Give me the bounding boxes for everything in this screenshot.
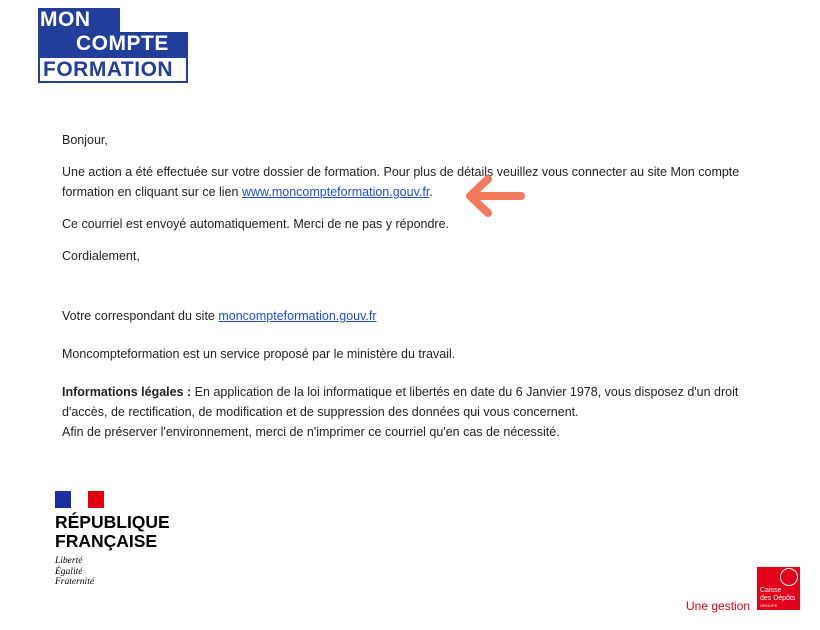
- email-body: [62, 130, 777, 454]
- motto: [55, 556, 170, 588]
- text: Une action a été effectuée sur votre dossier de formation. Pour plus de détails veuillez vous connecter au site Mon compte formation en cliquant sur ce lien: [62, 165, 740, 199]
- cdc-line: GROUPE: [760, 603, 778, 608]
- logo-line: COMPTE: [38, 32, 188, 58]
- action-paragraph: [62, 162, 777, 202]
- environment-notice: Afin de préserver l'environnement, merci de n'imprimer ce courriel qu'en cas de nécessité.: [62, 425, 560, 439]
- correspondant-link[interactable]: moncompteformation.gouv.fr: [218, 309, 377, 323]
- gestion-label: Une gestion: [686, 599, 751, 613]
- legal-label: Informations légales :: [62, 385, 192, 399]
- auto-notice: Ce courriel est envoyé automatiquement. Merci de ne pas y répondre.: [62, 217, 450, 231]
- greeting: Bonjour,: [62, 133, 108, 147]
- rf-line: FRANÇAISE: [55, 531, 158, 551]
- mon-compte-formation-logo: [38, 8, 188, 83]
- text: En application de la loi informatique et libertés en date du 6 Janvier 1978, vous disposez d'un droit d'accès, de rectification, de modification et de suppression des données qui vous concernent.: [62, 385, 739, 419]
- republique-francaise-logo: [55, 491, 170, 588]
- rf-title: [55, 513, 170, 551]
- motto-line: Égalité: [55, 566, 83, 577]
- site-link[interactable]: www.moncompteformation.gouv.fr: [241, 185, 430, 199]
- rf-line: RÉPUBLIQUE: [55, 512, 170, 532]
- marianne-flag-icon: [55, 491, 104, 508]
- motto-line: Fraternité: [55, 577, 95, 587]
- motto-line: Liberté: [55, 556, 83, 566]
- caisse-des-depots-logo: [757, 567, 800, 610]
- service-notice: Moncompteformation est un service proposé par le ministère du travail.: [62, 347, 456, 361]
- closing: Cordialement,: [62, 249, 140, 263]
- cdc-emblem-icon: [780, 568, 798, 586]
- cdc-line: des Dépôts: [760, 594, 796, 602]
- arrow-left-icon: [466, 175, 526, 217]
- text: Votre correspondant du site: [62, 309, 219, 323]
- correspondant: [62, 306, 777, 326]
- cdc-line: Caisse: [760, 587, 782, 594]
- logo-line: MON: [38, 8, 120, 34]
- legal-info: [62, 382, 777, 422]
- logo-line: FORMATION: [38, 56, 188, 83]
- text: .: [429, 185, 433, 199]
